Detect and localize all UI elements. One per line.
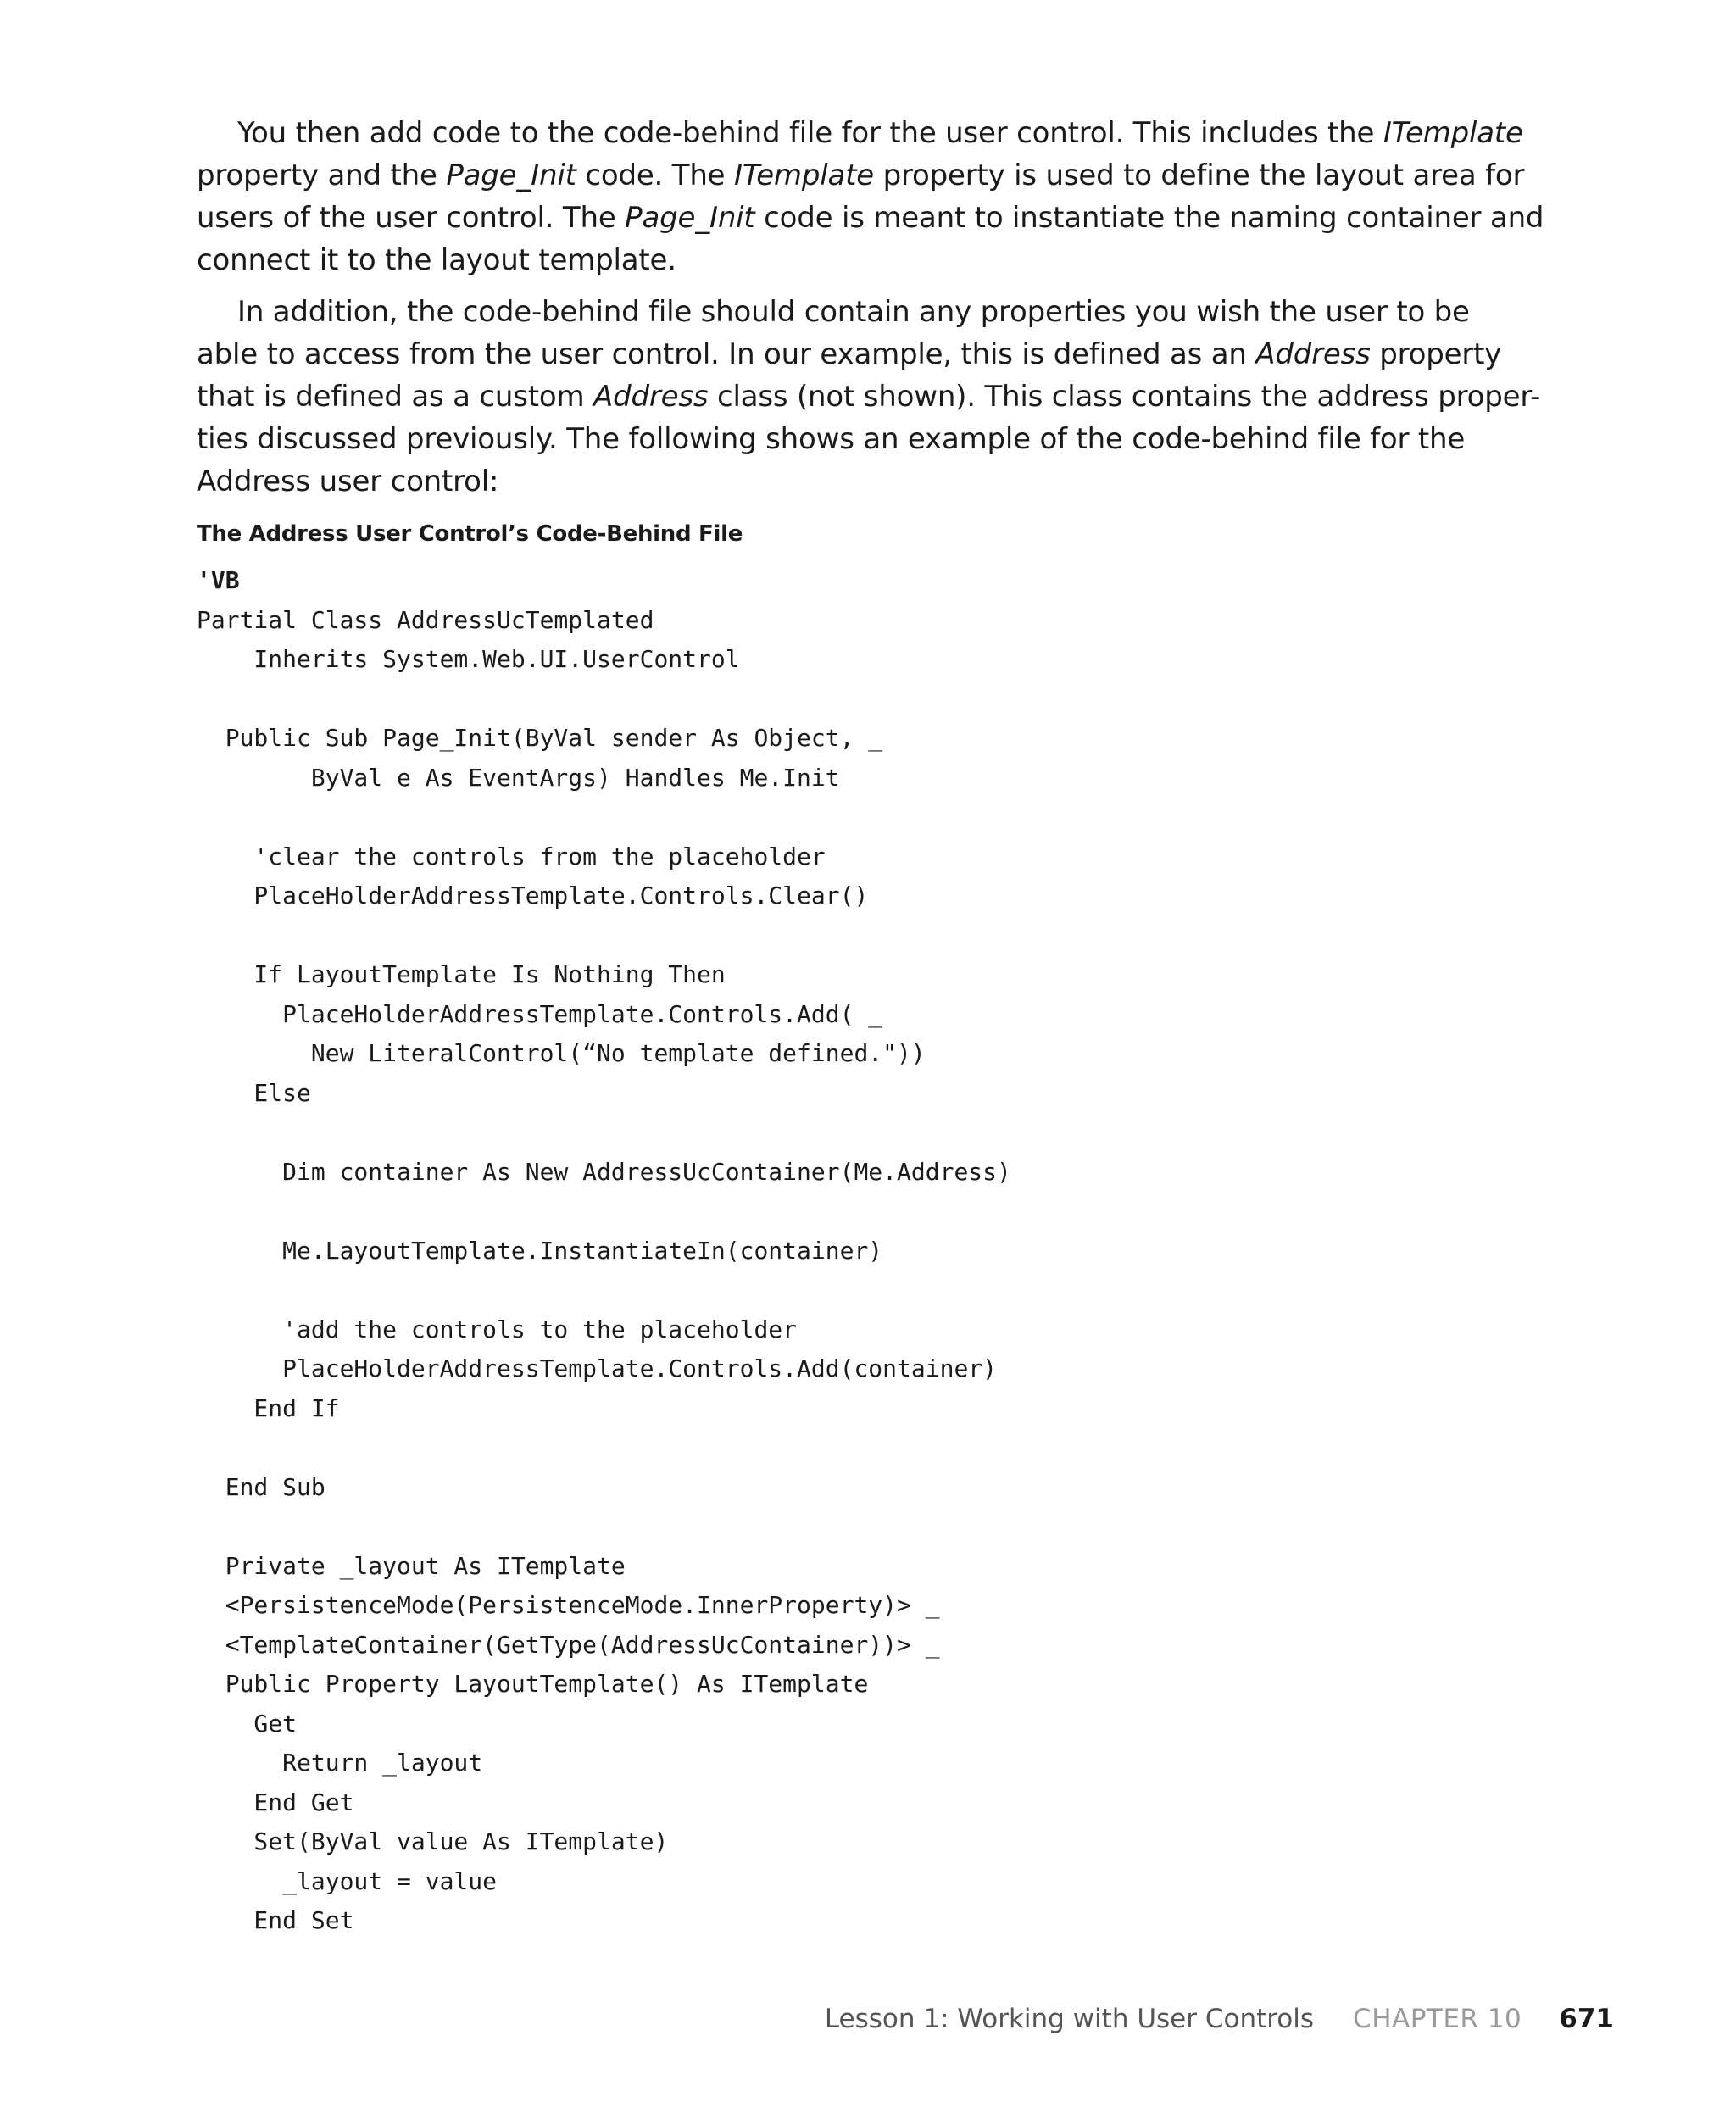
code-line: New LiteralControl(“No template defined.")) [197, 1039, 926, 1067]
code-line: Public Property LayoutTemplate() As ITemplate [197, 1670, 869, 1698]
code-line [197, 1428, 1011, 1468]
code-line: 'add the controls to the placeholder [197, 1315, 798, 1343]
code-line: Me.LayoutTemplate.InstantiateIn(container) [197, 1236, 883, 1265]
text-run: property and the [197, 159, 447, 192]
paragraph-line [197, 333, 1502, 375]
code-line: <PersistenceMode(PersistenceMode.InnerProperty)> _ [197, 1591, 940, 1619]
italic-term: Address [593, 380, 709, 414]
page-number: 671 [1559, 2004, 1614, 2034]
code-line: PlaceHolderAddressTemplate.Controls.Add( _ [197, 999, 883, 1028]
text-run: able to access from the user control. In our example, this is defined as an [197, 337, 1256, 371]
code-line: End Get [197, 1788, 354, 1816]
code-line: If LayoutTemplate Is Nothing Then [197, 960, 726, 988]
text-run: code is meant to instantiate the naming container and [754, 201, 1544, 235]
code-line: End If [197, 1393, 340, 1422]
code-line: Else [197, 1078, 311, 1107]
code-line [197, 916, 1011, 956]
body-paragraph-1 [197, 112, 1544, 281]
text-run: You then add code to the code-behind file for the user control. This includes the [237, 116, 1383, 150]
code-line: 'clear the controls from the placeholder [197, 842, 826, 870]
italic-term: Page_Init [446, 159, 576, 192]
code-line: Private _layout As ITemplate [197, 1551, 626, 1580]
code-line: _layout = value [197, 1866, 498, 1895]
paragraph-line: In addition, the code-behind file should contain any properties you wish the user to be [237, 295, 1470, 329]
code-line: Set(ByVal value As ITemplate) [197, 1827, 669, 1855]
code-line: Get [197, 1709, 298, 1738]
code-line [197, 1507, 1011, 1547]
code-line: End Sub [197, 1472, 326, 1501]
code-line: End Set [197, 1906, 354, 1934]
text-run: that is defined as a custom [197, 380, 594, 414]
code-line: Public Sub Page_Init(ByVal sender As Object, _ [197, 724, 883, 752]
paragraph-line [197, 154, 1525, 197]
code-line: Partial Class AddressUcTemplated [197, 605, 654, 634]
code-line: PlaceHolderAddressTemplate.Controls.Add(container) [197, 1354, 998, 1382]
footer-lesson-title: Lesson 1: Working with User Controls [824, 2004, 1315, 2034]
text-run: property [1370, 337, 1502, 371]
code-line [197, 1192, 1011, 1232]
code-line [197, 1113, 1011, 1153]
code-line: <TemplateContainer(GetType(AddressUcContainer))> _ [197, 1630, 940, 1659]
code-line: PlaceHolderAddressTemplate.Controls.Clear() [197, 882, 869, 909]
paragraph-line [197, 112, 1523, 154]
code-line: Return _layout [197, 1749, 483, 1777]
footer-chapter-label: CHAPTER 10 [1353, 2004, 1522, 2034]
body-paragraph-2 [197, 291, 1541, 503]
italic-term: Address [1255, 337, 1371, 371]
listing-caption: The Address User Control’s Code-Behind File [197, 521, 743, 547]
paragraph-line [197, 197, 1544, 239]
code-line [197, 798, 1011, 837]
text-run: users of the user control. The [197, 201, 626, 235]
italic-term: Page_Init [625, 201, 755, 235]
code-line [197, 680, 1011, 720]
paragraph-line: ties discussed previously. The following shows an example of the code-behind file for the [197, 422, 1466, 456]
code-line [197, 1271, 1011, 1310]
text-run: class (not shown). This class contains the address proper- [708, 380, 1541, 414]
code-listing [197, 561, 1011, 1941]
italic-term: ITemplate [734, 159, 874, 192]
code-line: ByVal e As EventArgs) Handles Me.Init [197, 763, 840, 792]
page-footer [825, 2000, 1614, 2038]
paragraph-line: Address user control: [197, 464, 499, 498]
code-line: Dim container As New AddressUcContainer(Me.Address) [197, 1157, 1011, 1186]
italic-term: ITemplate [1383, 116, 1523, 150]
code-line: Inherits System.Web.UI.UserControl [197, 645, 740, 673]
text-run: property is used to define the layout area for [873, 159, 1525, 192]
paragraph-line: connect it to the layout template. [197, 243, 676, 277]
text-run: code. The [576, 159, 735, 192]
paragraph-line [197, 375, 1541, 418]
code-line: 'VB [197, 566, 240, 594]
